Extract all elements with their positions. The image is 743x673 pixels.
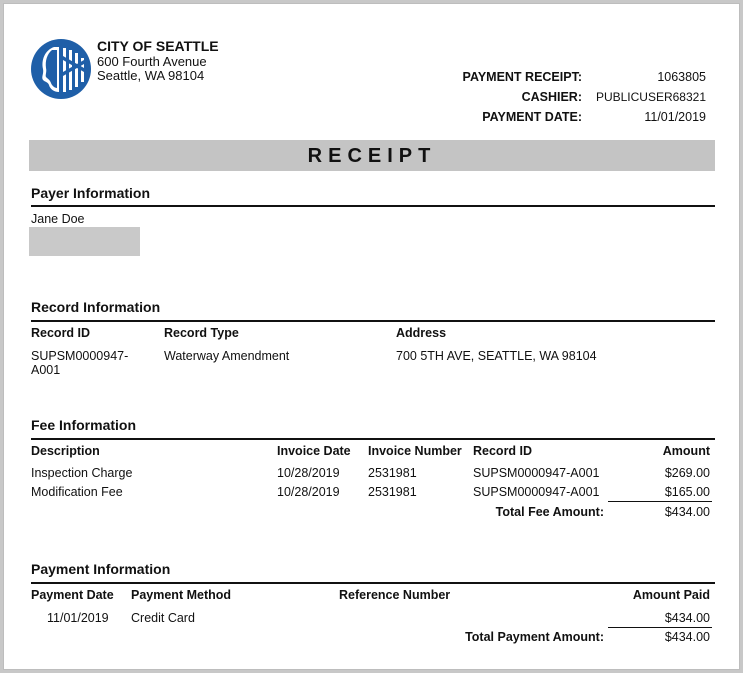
record-type-value: Waterway Amendment <box>164 349 290 363</box>
fee-total-label: Total Fee Amount: <box>495 505 604 519</box>
fee-section-title: Fee Information <box>31 417 137 433</box>
payer-rule <box>31 205 715 207</box>
reference-number-header: Reference Number <box>339 588 451 602</box>
receipt-title: RECEIPT <box>307 145 437 167</box>
fee-invoice-number-header: Invoice Number <box>368 444 462 458</box>
org-address-line1: 600 Fourth Avenue <box>97 54 207 69</box>
receipt-number-label: PAYMENT RECEIPT: <box>462 70 582 84</box>
record-type-header: Record Type <box>164 326 239 340</box>
fee-record-id: SUPSM0000947-A001 <box>473 485 600 499</box>
cashier-label: CASHIER: <box>521 90 582 104</box>
fee-rule <box>31 438 715 440</box>
payment-date-header: Payment Date <box>31 588 114 602</box>
record-id-line2: A001 <box>31 363 61 377</box>
fee-amount: $269.00 <box>664 466 710 480</box>
redacted-block <box>29 227 140 256</box>
record-address-value: 700 5TH AVE, SEATTLE, WA 98104 <box>396 349 597 363</box>
payment-method-value: Credit Card <box>131 611 195 625</box>
fee-invoice-number: 2531981 <box>368 466 417 480</box>
fee-invoice-number: 2531981 <box>368 485 417 499</box>
payment-total-value: $434.00 <box>664 630 710 644</box>
amount-paid-value: $434.00 <box>664 611 710 625</box>
fee-total-value: $434.00 <box>664 505 710 519</box>
record-id-line1: SUPSM0000947- <box>31 349 129 363</box>
cashier-value: PUBLICUSER68321 <box>595 90 706 104</box>
record-rule <box>31 320 715 322</box>
fee-amount-header: Amount <box>662 444 710 458</box>
payment-date-value: 11/01/2019 <box>47 611 109 625</box>
fee-description: Inspection Charge <box>31 466 133 480</box>
receipt-page <box>3 3 740 670</box>
payment-total-label: Total Payment Amount: <box>465 630 604 644</box>
fee-description: Modification Fee <box>31 485 123 499</box>
payer-name: Jane Doe <box>31 212 85 226</box>
payment-date-value: 11/01/2019 <box>644 110 706 124</box>
payment-date-label: PAYMENT DATE: <box>482 110 582 124</box>
amount-paid-header: Amount Paid <box>632 588 710 602</box>
org-address-line2: Seattle, WA 98104 <box>97 68 205 83</box>
seattle-seal-icon <box>30 38 92 100</box>
payment-section-title: Payment Information <box>31 561 171 577</box>
receipt-banner <box>29 140 715 171</box>
payment-method-header: Payment Method <box>131 588 232 602</box>
receipt-number-value: 1063805 <box>657 70 706 84</box>
fee-invoice-date-header: Invoice Date <box>277 444 351 458</box>
payment-total-rule <box>608 627 712 628</box>
payer-section-title: Payer Information <box>31 185 151 201</box>
org-name: CITY OF SEATTLE <box>97 38 219 54</box>
fee-description-header: Description <box>31 444 100 458</box>
fee-amount: $165.00 <box>664 485 710 499</box>
fee-invoice-date: 10/28/2019 <box>277 466 340 480</box>
fee-invoice-date: 10/28/2019 <box>277 485 340 499</box>
fee-record-id: SUPSM0000947-A001 <box>473 466 600 480</box>
payment-rule <box>31 582 715 584</box>
record-section-title: Record Information <box>31 299 161 315</box>
fee-total-rule <box>608 501 712 502</box>
record-address-header: Address <box>396 326 447 340</box>
record-id-header: Record ID <box>31 326 91 340</box>
fee-record-id-header: Record ID <box>473 444 533 458</box>
